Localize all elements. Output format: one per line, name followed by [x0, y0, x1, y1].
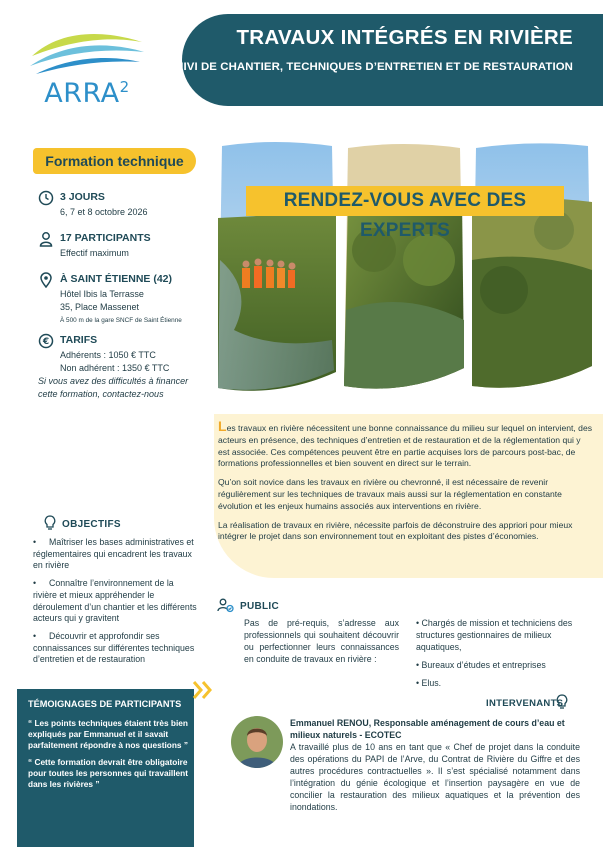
- objectif-item: • Maîtriser les bases administratives et réglementaires qui encadrent les travaux en rivière: [33, 537, 194, 571]
- participants-text: Effectif maximum: [60, 248, 129, 258]
- public-item: • Elus.: [416, 677, 442, 688]
- lightbulb-icon: [556, 694, 568, 710]
- prices-text: [60, 349, 169, 375]
- speaker-name: Emmanuel RENOU, Responsable aménagement de cours d’eau et milieux naturels - ECOTEC: [290, 718, 565, 740]
- participants-info: [38, 231, 218, 261]
- duration-head: 3 JOURS: [60, 191, 105, 203]
- testimonials-title: TÉMOIGNAGES DE PARTICIPANTS: [28, 699, 182, 709]
- public-intro: Pas de pré-requis, s’adresse aux professionnels qui souhaitent découvrir ou perfectionner leurs connaissances en conduite de travaux en rivière :: [244, 618, 399, 664]
- page-subtitle: SUIVI DE CHANTIER, TECHNIQUES D’ENTRETIEN ET DE RESTAURATION: [167, 61, 573, 73]
- speaker-bio: A travaillé plus de 10 ans en tant que « Chef de projet dans la conduite des opérations du PAPI de l’Arve, du Contrat de Rivière du Giffre et des autres procédures contractuelles ». Il s’est spécialisé notamment dans l’intégration du génie écologique et l’insertion paysagère en vue de concilier la restauration des milieux aquatiques et la prévention des inondations.: [290, 742, 580, 812]
- financing-note-line1: Si vous avez des difficultés à financer: [38, 376, 189, 386]
- logo-waves: [28, 18, 146, 80]
- intro-p2: Qu’on soit novice dans les travaux en rivière ou chevronné, il est nécessaire de revenir régulièrement sur les techniques de travaux mais aussi sur la réglementation en constante évolution et les enjeux humains associés aux interventions en rivière.: [218, 477, 562, 511]
- location-pin-icon: [38, 272, 54, 288]
- objectifs-list: [33, 537, 197, 672]
- public-item: • Bureaux d’études et entreprises: [416, 659, 546, 670]
- location-address: 35, Place Massenet: [60, 302, 140, 312]
- intro-dropcap: L: [218, 418, 227, 434]
- location-station: À 500 m de la gare SNCF de Saint Étienne: [60, 317, 182, 324]
- financing-note-line2: cette formation, contactez-nous: [38, 389, 164, 399]
- speaker-avatar: [231, 716, 283, 768]
- clock-icon: [38, 190, 54, 206]
- rdv-banner: RENDEZ-VOUS AVEC DES EXPERTS: [246, 186, 564, 216]
- financing-note: [38, 375, 188, 401]
- photo-panel-2: [344, 144, 464, 389]
- intro-p3: La réalisation de travaux en rivière, nécessite parfois de déconstruire des appriori pour mieux intégrer le projet dans son environnement tout en exploitant des pistes d’économies.: [218, 519, 573, 542]
- location-info: [38, 272, 218, 330]
- photo-panel-3: [472, 143, 592, 387]
- objectif-item: • Découvrir et approfondir ses connaissances sur différentes techniques d’entretien et de restauration: [33, 630, 195, 665]
- intro-text: [218, 418, 594, 550]
- duration-dates: 6, 7 et 8 octobre 2026: [60, 207, 148, 217]
- price-members: Adhérents : 1050 € TTC: [60, 350, 156, 360]
- double-chevron-icon: [192, 680, 214, 700]
- prices-info: [38, 333, 218, 373]
- formation-badge: Formation technique: [33, 148, 196, 174]
- logo-sup: 2: [119, 78, 130, 96]
- logo-text: ARRA: [44, 78, 120, 109]
- public-list: [416, 618, 586, 696]
- participants-head: 17 PARTICIPANTS: [60, 232, 151, 244]
- testimonial-quote-2: “ Cette formation devrait être obligatoire pour toutes les personnes qui travaillent dans les rivières ”: [28, 757, 188, 789]
- person-icon: [38, 231, 54, 247]
- public-item: • Chargés de mission et techniciens des structures gestionnaires de milieux aquatiques,: [416, 618, 573, 652]
- location-hotel: Hôtel Ibis la Terrasse: [60, 289, 144, 299]
- price-nonmembers: Non adhérent : 1350 € TTC: [60, 363, 170, 373]
- testimonial-quote-1: “ Les points techniques étaient très bien expliqués par Emmanuel et il savait parfaitement répondre à nos questions ”: [28, 718, 188, 750]
- location-text: [60, 288, 182, 327]
- intervenants-title: INTERVENANTS: [486, 698, 564, 709]
- objectif-item: • Connaître l’environnement de la rivière et mieux appréhender le déroulement d’un chantier et les différents acteurs qui y gravitent: [33, 578, 197, 624]
- prices-head: TARIFS: [60, 334, 98, 346]
- intro-p1: es travaux en rivière nécessitent une bonne connaissance du milieu sur lequel on intervient, des acteurs en présence, des techniques d’entretien et de restauration et de la réglementation qui y est associée. Ces compétences peuvent être en partie acquises lors de parcours post-bac, de formations professionnelles et bien souvent en direct sur le terrain.: [218, 423, 593, 469]
- speaker-portrait: [231, 716, 283, 768]
- public-title: PUBLIC: [240, 601, 280, 612]
- svg-text:€: €: [42, 337, 50, 348]
- euro-icon: [38, 333, 54, 349]
- people-icon: [217, 598, 234, 613]
- duration-info: [38, 190, 218, 220]
- photo-panel-1: [218, 142, 336, 391]
- location-head: À SAINT ÉTIENNE (42): [60, 273, 173, 285]
- arra-logo: [28, 18, 146, 108]
- lightbulb-icon: [44, 515, 56, 531]
- river-photos: [214, 140, 603, 402]
- objectifs-title: OBJECTIFS: [62, 519, 121, 530]
- page-title: TRAVAUX INTÉGRÉS EN RIVIÈRE: [236, 26, 573, 49]
